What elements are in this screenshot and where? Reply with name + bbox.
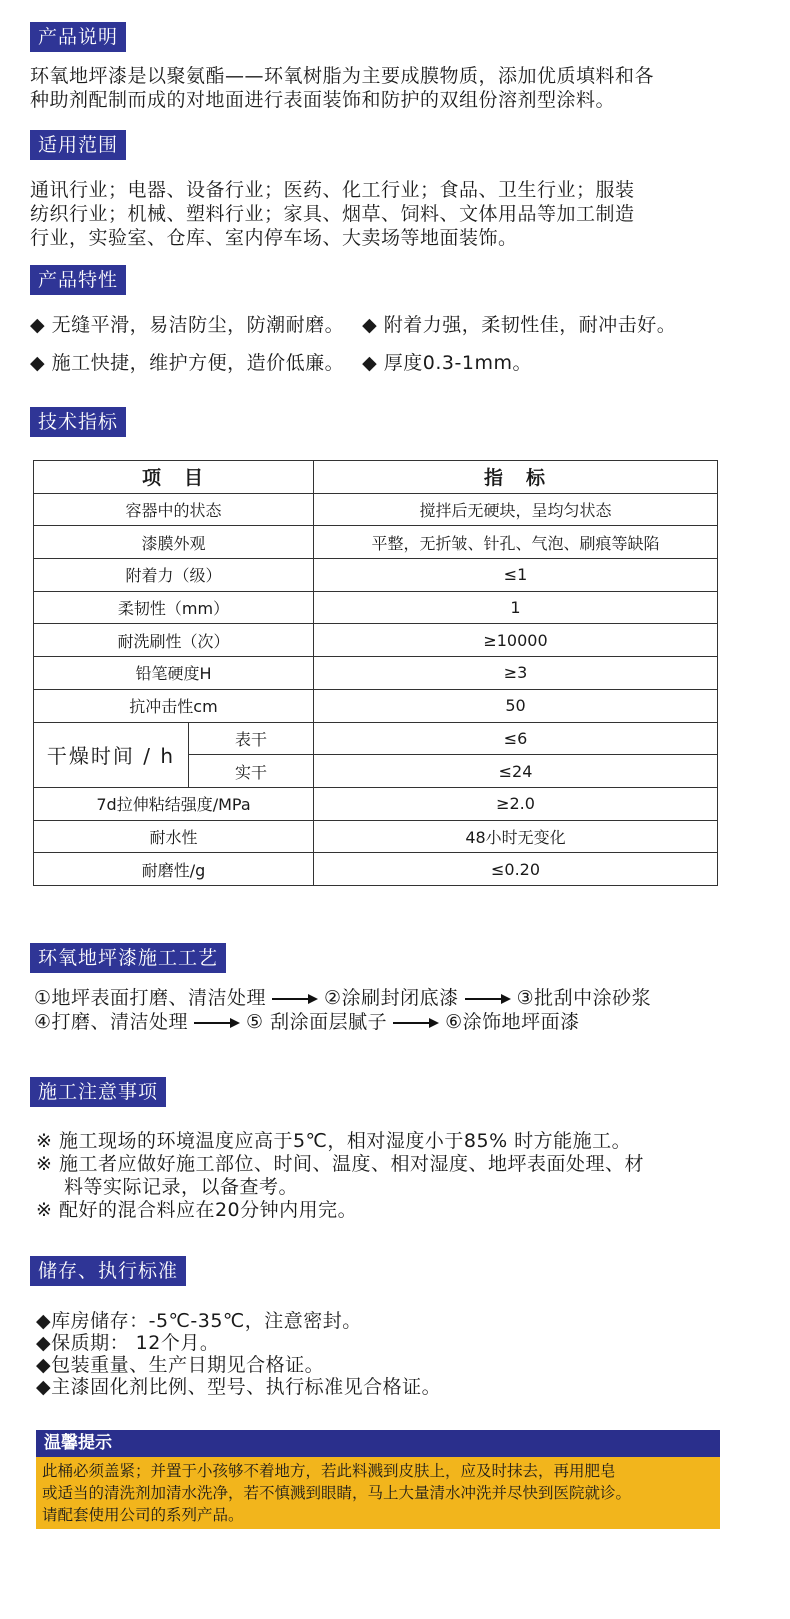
- features-row-1: [30, 313, 676, 337]
- section-title-scope: 适用范围: [30, 130, 126, 160]
- process-step: ⑤ 刮涂面层腻子: [246, 1011, 388, 1033]
- scope-line: 通讯行业；电器、设备行业；医药、化工行业；食品、卫生行业；服装: [30, 179, 635, 201]
- section-title-features: 产品特性: [30, 265, 126, 295]
- spec-value: 1: [314, 591, 718, 624]
- process-step: ⑥涂饰地坪面漆: [445, 1011, 580, 1033]
- intro-line: 种助剂配制而成的对地面进行表面装饰和防护的双组份溶剂型涂料。: [30, 89, 616, 111]
- spec-item: 7d拉伸粘结强度/MPa: [34, 787, 314, 820]
- tips-line: 此桶必须盖紧；并置于小孩够不着地方，若此料溅到皮肤上，应及时抹去，再用肥皂: [42, 1462, 616, 1480]
- intro-line: 环氧地坪漆是以聚氨酯——环氧树脂为主要成膜物质，添加优质填料和各: [30, 65, 655, 87]
- spec-header-value: 指 标: [314, 461, 718, 494]
- spec-header-row: [34, 461, 718, 494]
- feature-item: ◆ 施工快捷，维护方便，造价低廉。: [30, 352, 345, 374]
- spec-item: 耐洗刷性（次）: [34, 624, 314, 657]
- section-title-process: 环氧地坪漆施工工艺: [30, 943, 226, 973]
- note-line: ※ 施工现场的环境温度应高于5℃，相对湿度小于85% 时方能施工。: [36, 1130, 632, 1152]
- arrow-right-icon: [465, 993, 511, 1005]
- section-title-intro: 产品说明: [30, 22, 126, 52]
- section-title-notes: 施工注意事项: [30, 1077, 166, 1107]
- note-line: ※ 配好的混合料应在20分钟内用完。: [36, 1199, 358, 1221]
- spec-row: [34, 657, 718, 690]
- spec-row: [34, 853, 718, 886]
- spec-value: ≥10000: [314, 624, 718, 657]
- spec-value: 48小时无变化: [314, 820, 718, 853]
- section-title-specs: 技术指标: [30, 407, 126, 437]
- spec-value: ≥2.0: [314, 787, 718, 820]
- feature-item: ◆ 附着力强，柔韧性佳，耐冲击好。: [362, 314, 677, 336]
- spec-row: [34, 689, 718, 722]
- note-line: 料等实际记录，以备查考。: [64, 1176, 299, 1198]
- spec-row: [34, 624, 718, 657]
- spec-row: [34, 591, 718, 624]
- section-title-storage: 储存、执行标准: [30, 1256, 186, 1286]
- spec-item: 漆膜外观: [34, 526, 314, 559]
- process-step: ①地坪表面打磨、清洁处理: [34, 987, 267, 1009]
- notes-list: [36, 1130, 736, 1222]
- process-row-2: [34, 1010, 580, 1034]
- intro-text: [30, 64, 770, 112]
- spec-value: 搅拌后无硬块，呈均匀状态: [314, 493, 718, 526]
- spec-value: 平整，无折皱、针孔、气泡、刷痕等缺陷: [314, 526, 718, 559]
- arrow-right-icon: [393, 1017, 439, 1029]
- spec-row-drying-surface: [34, 722, 718, 755]
- spec-subitem-surface: 表干: [189, 722, 314, 755]
- feature-item: ◆ 厚度0.3-1mm。: [362, 352, 532, 374]
- storage-list: [36, 1310, 441, 1398]
- spec-value: ≤0.20: [314, 853, 718, 886]
- spec-subitem-hard: 实干: [189, 755, 314, 788]
- storage-line: ◆库房储存：-5℃-35℃，注意密封。: [36, 1310, 362, 1332]
- process-row-1: [34, 986, 651, 1010]
- spec-row: [34, 820, 718, 853]
- arrow-right-icon: [194, 1017, 240, 1029]
- feature-item: ◆ 无缝平滑，易洁防尘，防潮耐磨。: [30, 314, 345, 336]
- note-line: ※ 施工者应做好施工部位、时间、温度、相对湿度、地坪表面处理、材: [36, 1153, 644, 1175]
- spec-row: [34, 559, 718, 592]
- spec-item: 容器中的状态: [34, 493, 314, 526]
- spec-value: ≤24: [314, 755, 718, 788]
- spec-item: 铅笔硬度H: [34, 657, 314, 690]
- storage-line: ◆保质期： 12个月。: [36, 1332, 220, 1354]
- spec-item-drying: 干燥时间 / h: [34, 722, 189, 787]
- tips-title: 温馨提示: [36, 1430, 720, 1457]
- spec-table: [33, 460, 718, 886]
- process-step: ④打磨、清洁处理: [34, 1011, 189, 1033]
- features-row-2: [30, 351, 532, 375]
- storage-line: ◆包装重量、生产日期见合格证。: [36, 1354, 325, 1376]
- spec-item: 耐水性: [34, 820, 314, 853]
- spec-value: ≥3: [314, 657, 718, 690]
- spec-item: 抗冲击性cm: [34, 689, 314, 722]
- process-step: ②涂刷封闭底漆: [324, 987, 459, 1009]
- arrow-right-icon: [272, 993, 318, 1005]
- tips-line: 或适当的清洗剂加清水洗净，若不慎溅到眼睛，马上大量清水冲洗并尽快到医院就诊。: [42, 1484, 632, 1502]
- spec-row: [34, 787, 718, 820]
- spec-value: ≤1: [314, 559, 718, 592]
- spec-item: 附着力（级）: [34, 559, 314, 592]
- spec-header-item: 项 目: [34, 461, 314, 494]
- scope-text: [30, 178, 770, 250]
- spec-value: 50: [314, 689, 718, 722]
- spec-item: 耐磨性/g: [34, 853, 314, 886]
- spec-value: ≤6: [314, 722, 718, 755]
- spec-row: [34, 493, 718, 526]
- spec-item: 柔韧性（mm）: [34, 591, 314, 624]
- process-step: ③批刮中涂砂浆: [516, 987, 652, 1009]
- tips-body: [36, 1457, 720, 1529]
- spec-row: [34, 526, 718, 559]
- scope-line: 行业，实验室、仓库、室内停车场、大卖场等地面装饰。: [30, 227, 518, 249]
- tips-line: 请配套使用公司的系列产品。: [42, 1506, 244, 1524]
- scope-line: 纺织行业；机械、塑料行业；家具、烟草、饲料、文体用品等加工制造: [30, 203, 635, 225]
- storage-line: ◆主漆固化剂比例、型号、执行标准见合格证。: [36, 1376, 442, 1398]
